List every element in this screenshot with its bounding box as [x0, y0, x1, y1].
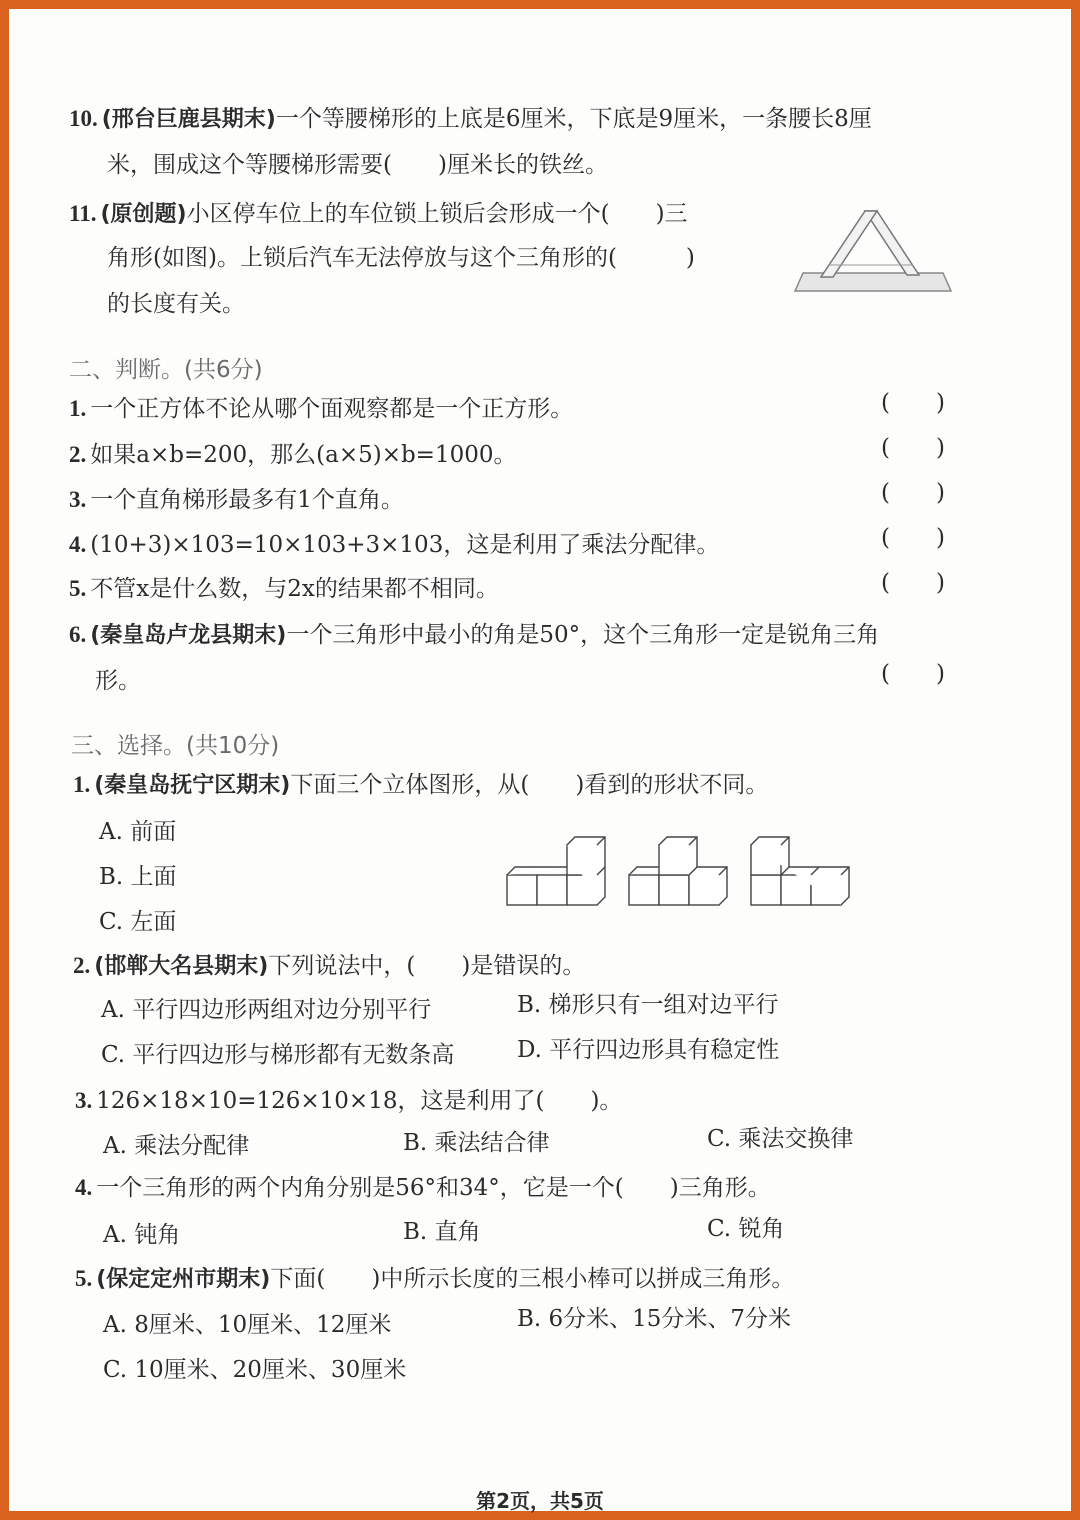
judge-item-6-line1: 6. (秦皇岛卢龙县期末)一个三角形中最小的角是50°，这个三角形一定是锐角三角: [69, 622, 880, 648]
question-11-line1: 11. (原创题)小区停车位上的车位锁上锁后会形成一个( )三: [69, 201, 688, 227]
section-judge-title: 二、判断。(共6分): [69, 357, 263, 383]
choice-q4-option-a[interactable]: A. 钝角: [103, 1222, 181, 1248]
choice-q4-option-b[interactable]: B. 直角: [403, 1219, 481, 1245]
choice-q1-option-c[interactable]: C. 左面: [99, 909, 177, 935]
choice-q1-option-a[interactable]: A. 前面: [99, 819, 177, 845]
choice-q5: 5. (保定定州市期末)下面( )中所示长度的三根小棒可以拼成三角形。: [75, 1266, 795, 1292]
answer-paren[interactable]: (): [881, 525, 991, 551]
choice-q5-option-b[interactable]: B. 6分米、15分米、7分米: [517, 1306, 792, 1332]
choice-q2-option-d[interactable]: D. 平行四边形具有稳定性: [517, 1037, 780, 1063]
choice-q5-option-c[interactable]: C. 10厘米、20厘米、30厘米: [103, 1357, 407, 1383]
choice-q3-option-b[interactable]: B. 乘法结合律: [403, 1130, 550, 1156]
judge-item-1: 1. 一个正方体不论从哪个面观察都是一个正方形。: [69, 396, 574, 422]
answer-paren[interactable]: (): [881, 435, 991, 461]
choice-q3-option-a[interactable]: A. 乘法分配律: [103, 1133, 250, 1159]
choice-q1-option-b[interactable]: B. 上面: [99, 864, 177, 890]
choice-q2-option-c[interactable]: C. 平行四边形与梯形都有无数条高: [101, 1042, 455, 1068]
cube-solids-figure: [503, 827, 863, 913]
section-choice-title: 三、选择。(共10分): [71, 733, 280, 759]
page-footer: 第2页，共5页: [476, 1489, 604, 1513]
question-10-line1: 10. (邢台巨鹿县期末)一个等腰梯形的上底是6厘米，下底是9厘米，一条腰长8厘: [69, 106, 872, 132]
judge-item-3: 3. 一个直角梯形最多有1个直角。: [69, 487, 404, 513]
judge-item-4: 4. (10+3)×103=10×103+3×103，这是利用了乘法分配律。: [69, 532, 720, 558]
choice-q3-option-c[interactable]: C. 乘法交换律: [707, 1126, 854, 1152]
question-11-line2: 角形(如图)。上锁后汽车无法停放与这个三角形的( ): [107, 245, 695, 271]
answer-paren[interactable]: (): [881, 480, 991, 506]
choice-q5-option-a[interactable]: A. 8厘米、10厘米、12厘米: [103, 1312, 392, 1338]
answer-paren[interactable]: (): [881, 570, 991, 596]
question-11-line3: 的长度有关。: [107, 291, 245, 317]
parking-lock-figure: [793, 205, 953, 301]
answer-paren[interactable]: (): [881, 390, 991, 416]
choice-q3: 3. 126×18×10=126×10×18，这是利用了( )。: [75, 1088, 623, 1114]
choice-q4-option-c[interactable]: C. 锐角: [707, 1216, 785, 1242]
question-10-line2: 米，围成这个等腰梯形需要( )厘米长的铁丝。: [107, 152, 608, 178]
choice-q2: 2. (邯郸大名县期末)下列说法中，( )是错误的。: [73, 953, 586, 979]
choice-q4: 4. 一个三角形的两个内角分别是56°和34°，它是一个( )三角形。: [75, 1175, 771, 1201]
answer-paren[interactable]: (): [881, 661, 991, 687]
choice-q1: 1. (秦皇岛抚宁区期末)下面三个立体图形，从( )看到的形状不同。: [73, 772, 769, 798]
choice-q2-option-b[interactable]: B. 梯形只有一组对边平行: [517, 992, 779, 1018]
judge-item-5: 5. 不管x是什么数，与2x的结果都不相同。: [69, 576, 499, 602]
choice-q2-option-a[interactable]: A. 平行四边形两组对边分别平行: [101, 997, 432, 1023]
judge-item-6-line2: 形。: [95, 668, 141, 694]
judge-item-2: 2. 如果a×b=200，那么(a×5)×b=1000。: [69, 442, 517, 468]
